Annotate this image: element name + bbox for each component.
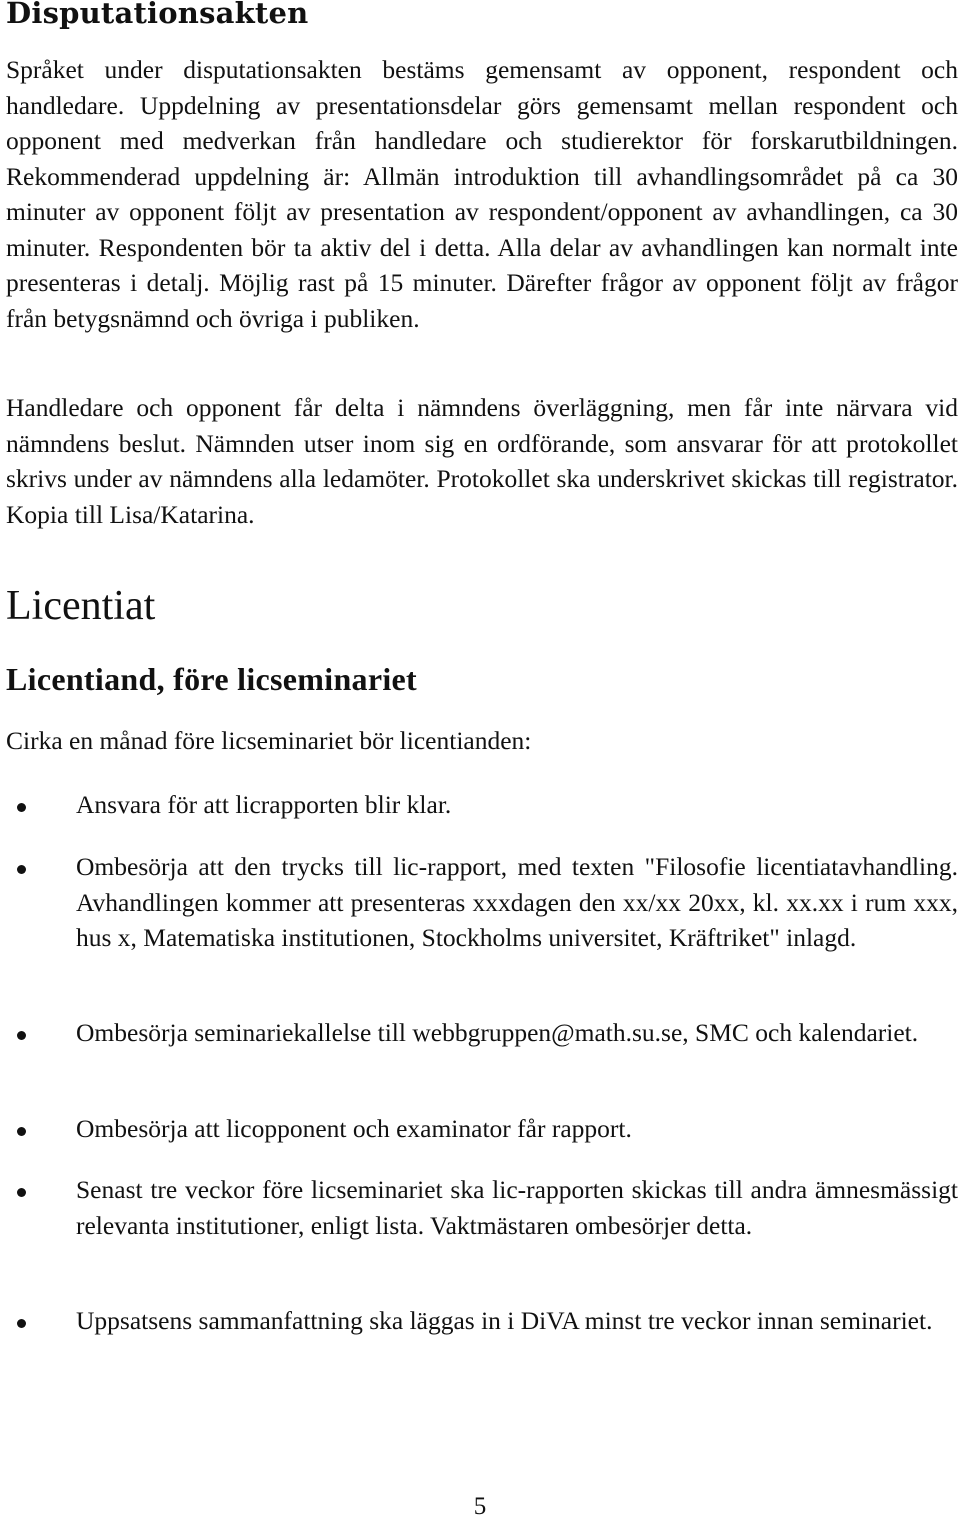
list-item-text: Uppsatsens sammanfattning ska läggas in i DiVA minst tre veckor innan seminariet. xyxy=(76,1306,933,1335)
bullet-icon xyxy=(17,803,26,812)
paragraph-disputation-language: Språket under disputationsakten bestäms gemensamt av opponent, respondent och handledare. Uppdelning av presentationsdelar görs gemensamt mellan respondent och opponent med medverkan från handledare och studierektor för forskarutbildningen. Rekommenderad uppdelning är: Allmän introduktion till avhandlingsområdet på ca 30 minuter av opponent följt av presentation av respondent/opponent av avhandlingen, ca 30 minuter. Respondenten bör ta aktiv del i detta. Alla delar av avhandlingen kan normalt inte presenteras i detalj. Möjlig rast på 15 minuter. Därefter frågor av opponent följt av frågor från betygsnämnd och övriga i publiken. xyxy=(6,55,958,333)
bullet-icon xyxy=(17,865,26,874)
list-item-text: Ombesörja seminariekallelse till webbgruppen@math.su.se, SMC och kalendariet. xyxy=(76,1018,919,1047)
list-item-text: Senast tre veckor före licseminariet ska lic-rapporten skickas till andra ämnesmässigt relevanta institutioner, enligt lista. Vaktmästaren ombesörjer detta. xyxy=(76,1175,958,1240)
subsection-intro: Cirka en månad före licseminariet bör licentianden: xyxy=(6,726,532,755)
subsection-title: Licentiand, före licseminariet xyxy=(6,661,417,697)
section-title: Disputationsakten xyxy=(6,0,309,30)
chapter-title: Licentiat xyxy=(6,583,156,629)
bullet-icon xyxy=(17,1188,26,1197)
list-item-text: Ombesörja att den trycks till lic-rapport, med texten "Filosofie licentiatavhandling. Avhandlingen kommer att presenteras xxxdagen den xx/xx 20xx, kl. xx.xx i rum xxx, hus x, Matematiska institutionen, Stockholms universitet, Kräftriket" inlagd. xyxy=(76,852,958,952)
list-item-text: Ansvara för att licrapporten blir klar. xyxy=(76,790,452,819)
paragraph-committee-deliberation: Handledare och opponent får delta i nämndens överläggning, men får inte närvara vid nämndens beslut. Nämnden utser inom sig en ordförande, som ansvarar för att protokollet skrivs under av nämndens alla ledamöter. Protokollet ska underskrivet skickas till registrator. Kopia till Lisa/Katarina. xyxy=(6,393,958,529)
bullet-icon xyxy=(17,1127,26,1136)
page-number: 5 xyxy=(473,1493,487,1520)
bullet-icon xyxy=(17,1319,26,1328)
bullet-icon xyxy=(17,1031,26,1040)
list-item-text: Ombesörja att licopponent och examinator får rapport. xyxy=(76,1114,632,1143)
